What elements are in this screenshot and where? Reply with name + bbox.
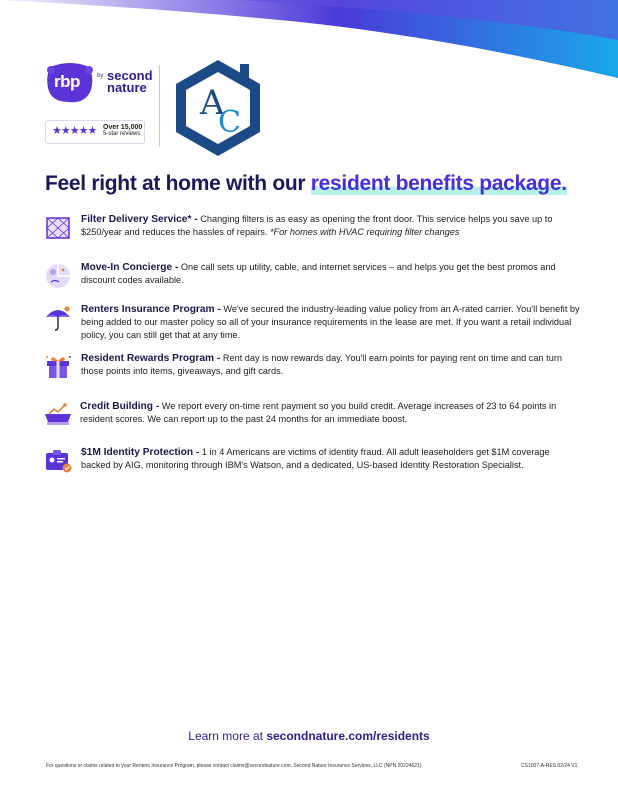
credit-chart-icon [43, 400, 73, 430]
identity-card-icon [43, 446, 73, 476]
gift-icon [43, 352, 73, 382]
footer-form-code: CS1007-A-RES 02/24 V1 [521, 763, 578, 769]
learn-more-line: Learn more at secondnature.com/residents [188, 729, 430, 743]
rating-badge [45, 120, 145, 144]
benefit-text: $1M Identity Protection - 1 in 4 Americans are victims of identity fraud. All adult leaseholders get $1M coverage backed by AIG, monitoring through IBM's Watson, and a dedicated, US-based Identity Restoration Specialist. [81, 447, 550, 471]
ac-letter-c: C [218, 105, 241, 140]
second-nature-label: second nature [107, 68, 153, 95]
benefit-text: Credit Building - We report every on-time rent payment so you build credit. Average increases of 23 to 64 points in resident scores. We can report up to the past 24 months for an immediate boost. [80, 401, 557, 425]
rbp-wordmark: rbp [54, 72, 80, 91]
rating-text: Over 15,000 5-star reviews [103, 124, 143, 137]
benefit-text: Move-In Concierge - One call sets up utility, cable, and internet services – and helps you get the best promos and discount codes available. [81, 262, 556, 286]
five-stars-icon: ★★★★★ [52, 125, 97, 137]
concierge-icon [43, 261, 73, 291]
title-highlight: resident benefits package. [310, 172, 567, 195]
air-filter-icon [43, 213, 73, 243]
benefit-text: Resident Rewards Program - Rent day is now rewards day. You'll earn points for paying rent on time and can turn those points into items, giveaways, and gift cards. [81, 353, 562, 377]
learn-more-link[interactable]: secondnature.com/residents [266, 729, 430, 743]
by-label: by [97, 73, 104, 79]
benefit-text: Filter Delivery Service* - Changing filters is as easy as opening the front door. This service helps you save up to $250/year and reduces the hassles of repairs. *For homes with HVAC requiring filter changes [81, 214, 553, 238]
umbrella-icon [43, 303, 73, 333]
page-title: Feel right at home with our resident benefits package. [45, 172, 567, 195]
ac-letter-a: A [200, 83, 225, 123]
logo-divider [159, 65, 160, 147]
ac-house-logo [168, 56, 268, 161]
benefit-text: Renters Insurance Program - We've secured the industry-leading value policy from an A-rated carrier. You'll benefit by being added to our master policy so all of your insurance requirements in the lease are met. If you want a retail individual policy, you can still get that at any time. [81, 304, 580, 340]
footer-disclaimer: For questions or claims related to your Renters Insurance Program, please contact claims@secondnature.com. Second Nature Insurance Services, LLC (NPN 20224621) [46, 763, 422, 769]
